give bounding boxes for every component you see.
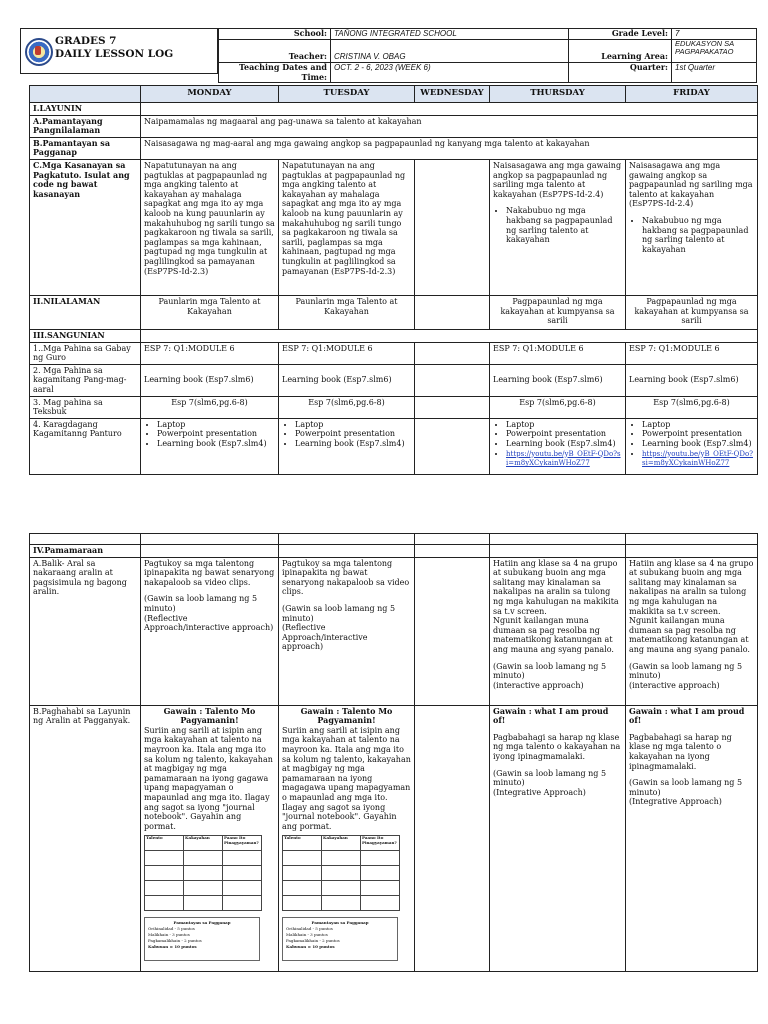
teksbuk-label: 3. Mag pahina sa Teksbuk: [30, 396, 141, 418]
header-info-table: [218, 28, 757, 83]
lesson-table-top: [29, 85, 758, 475]
karagdagang-thursday: • Laptop • Powerpoint presentation • Learning book (Esp7.slm4) • https://youtu.be/yB_OEtF-QDo?si=m8yXCykainWHoZ77: [490, 418, 626, 474]
day-monday: MONDAY: [141, 86, 279, 103]
area-value: EDUKASYON SA PAGPAPAKATAO: [672, 40, 757, 63]
nilalaman-label: II.NILALAMAN: [30, 295, 141, 329]
nilalaman-tuesday: Paunlarin mga Talento at Kakayahan: [279, 295, 415, 329]
balik-aral-label: A.Balik- Aral sa nakaraang aralin at pagsisimula ng bagong aralin.: [30, 557, 141, 705]
video-link[interactable]: https://youtu.be/yB_OEtF-QDo?si=m8yXCykainWHoZ77: [642, 449, 753, 468]
quarter-label: Quarter:: [569, 63, 672, 83]
day-tuesday: TUESDAY: [279, 86, 415, 103]
deped-seal-icon: [25, 38, 53, 66]
kasanayan-friday: Naisasagawa ang mga gawaing angkop sa pagpapaunlad ng sariling mga talento at kakayahan (EsP7PS-Id-2.4) • Nakabubuo ng mga hakbang sa pagpapaunlad ng sarling talento at kakayahan: [626, 159, 758, 295]
school-value: TAÑONG INTEGRATED SCHOOL: [331, 29, 569, 40]
gabay-label: 1..Mga Pahina sa Gabay ng Guro: [30, 342, 141, 364]
karagdagang-friday: • Laptop • Powerpoint presentation • Learning book (Esp7.slm4) • https://youtu.be/yB_OEtF-QDo?si=m8yXCykainWHoZ77: [626, 418, 758, 474]
teksbuk-monday: Esp 7(slm6,pg.6-8): [141, 396, 279, 418]
journal-format-table: Talento Kakayahan Paano Ito Pinagyayaman?: [144, 835, 262, 911]
header-title-grades: GRADES 7: [55, 35, 117, 47]
pagganap-label: B.Pamantayan sa Pagganap: [30, 137, 141, 159]
karagdagang-tuesday: • Laptop • Powerpoint presentation • Learning book (Esp7.slm4): [279, 418, 415, 474]
area-label: Learning Area:: [569, 40, 672, 63]
pamamaraan-label: IV.Pamamaraan: [30, 545, 141, 558]
nilalaman-monday: Paunlarin mga Talento at Kakayahan: [141, 295, 279, 329]
pagganap-value: Naisasagawa ng mag-aaral ang mga gawaing angkop sa pagpapaunlad ng kanyang mga talento at kakayahan: [141, 137, 758, 159]
rubric-box: Pamantayan sa Pagganap Orihinalidad - 5 puntos Malikhain - 3 puntos Pagkamalikhain - 2 puntos Kabuuan = 10 puntos: [282, 917, 398, 961]
balik-aral-friday: Hatiin ang klase sa 4 na grupo at subukang buoin ang mga salitang may kinalaman sa nakalipas na aralin sa tulong ng mga kahulugan na makikita sa t.v screen. Ngunit kailangan muna dumaan sa pag resolba ng matematikong katanungan at ang mauna ang syang panalo. (Gawin sa loob lamang ng 5 minuto) (interactive approach): [626, 557, 758, 705]
pangmag-monday: Learning book (Esp7.slm6): [141, 364, 279, 396]
teksbuk-thursday: Esp 7(slm6,pg.6-8): [490, 396, 626, 418]
header-logo-box: [20, 28, 218, 74]
teacher-label: Teacher:: [219, 40, 331, 63]
video-link[interactable]: https://youtu.be/yB_OEtF-QDo?si=m8yXCykainWHoZ77: [506, 449, 621, 468]
gabay-tuesday: ESP 7: Q1:MODULE 6: [279, 342, 415, 364]
gawain-heading: Gawain : Talento Mo Pagyamanin!: [300, 705, 393, 726]
kasanayan-thursday: Naisasagawa ang mga gawaing angkop sa pagpapaunlad ng sariling mga talento at kakayahan (EsP7PS-Id-2.4) • Nakabubuo ng mga hakbang sa pagpapaunlad ng sarling talento at kakayahan: [490, 159, 626, 295]
paghahabi-tuesday: Gawain : Talento Mo Pagyamanin! Suriin ang sarili at isipin ang mga kakayahan at talento na mayroon ka. Itala ang mga ito sa kolum ng talento, kakayahan at magbigay ng mga pamamaraan na iyong magagawa upang mapagyaman o mapaunlad ang mga ito. Ilagay ang sagot sa iyong "journal notebook". Gayahin ang pormat. Talento Kakayahan Paano Ito Pinagyayaman? Pamantayan sa Pagganap Orihinalidad - 5 puntos Malikhain - 3 puntos Pagkamalikhain - 2 puntos Kabuuan = 10 puntos: [279, 705, 415, 971]
paghahabi-label: B.Paghahabi sa Layunin ng Aralin at Pagganyak.: [30, 705, 141, 971]
kasanayan-label: C.Mga Kasanayan sa Pagkatuto. Isulat ang code ng bawat kasanayan: [30, 159, 141, 295]
layunin-label: I.LAYUNIN: [30, 103, 141, 116]
kasanayan-tuesday: Napatutunayan na ang pagtuklas at pagpapaunlad ng mga angking talento at kakayahan ay mahalaga sapagkat ang mga ito ay mga kaloob na kung pauunlarin ay makahuhubog ng sarili tungo sa pagkakaroon ng tiwala sa sarili, paglampas sa mga kahinaan, pagtupad ng mga tungkulin at paglilingkod sa pamayanan (EsP7PS-Id-2.3): [279, 159, 415, 295]
dates-value: OCT. 2 - 6, 2023 (WEEK 6): [331, 63, 569, 83]
karagdagang-label: 4. Karagdagang Kagamitanng Panturo: [30, 418, 141, 474]
karagdagang-monday: • Laptop • Powerpoint presentation • Learning book (Esp7.slm4): [141, 418, 279, 474]
pangmag-thursday: Learning book (Esp7.slm6): [490, 364, 626, 396]
pangmag-label: 2. Mga Pahina sa kagamitang Pang-mag-aaral: [30, 364, 141, 396]
quarter-value: 1st Quarter: [672, 63, 757, 83]
paghahabi-monday: Gawain : Talento Mo Pagyamanin! Suriin ang sarili at isipin ang mga kakayahan at talento na mayroon ka. Itala ang mga ito sa kolum ng talento, kakayahan at magbigay ng mga pamamaraan na iyong gagawa upang mapagyaman o mapaunlad ang mga ito. Ilagay ang sagot sa iyong "journal notebook". Gayahin ang pormat. Talento Kakayahan Paano Ito Pinagyayaman? Pamantayan sa Pagganap Orihinalidad - 5 puntos Malikhain - 3 puntos Pagkamalikhain - 2 puntos Kabuuan = 10 puntos: [141, 705, 279, 971]
kasanayan-thursday-bullet: • Nakabubuo ng mga hakbang sa pagpapaunlad ng sarling talento at kakayahan: [506, 206, 622, 244]
journal-format-table: Talento Kakayahan Paano Ito Pinagyayaman?: [282, 835, 400, 911]
gabay-thursday: ESP 7: Q1:MODULE 6: [490, 342, 626, 364]
day-thursday: THURSDAY: [490, 86, 626, 103]
kasanayan-friday-bullet: • Nakabubuo ng mga hakbang sa pagpapaunlad ng sarling talento at kakayahan: [642, 216, 754, 254]
gawain-heading: Gawain : Talento Mo Pagyamanin!: [163, 705, 256, 726]
teksbuk-friday: Esp 7(slm6,pg.6-8): [626, 396, 758, 418]
kasanayan-monday: Napatutunayan na ang pagtuklas at pagpapaunlad ng mga angking talento at kakayahan ay mahalaga sapagkat ang mga ito ay mga kaloob na kung pauunlarin ay makahuhubog ng sarili tungo sa pagkakaroon ng tiwala sa sarili, paglampas sa mga kahinaan, pagtupad ng mga tungkulin at paglilingkod sa pamayanan (EsP7PS-Id-2.3): [141, 159, 279, 295]
proud-heading: Gawain : what I am proud of!: [629, 705, 745, 726]
corner-cell: [30, 86, 141, 103]
gabay-monday: ESP 7: Q1:MODULE 6: [141, 342, 279, 364]
pamantayang-value: Naipamamalas ng magaaral ang pag-unawa sa talento at kakayahan: [141, 115, 758, 137]
dates-label: Teaching Dates and Time:: [219, 63, 331, 83]
teksbuk-tuesday: Esp 7(slm6,pg.6-8): [279, 396, 415, 418]
lesson-table-bottom: [29, 533, 758, 972]
pangmag-tuesday: Learning book (Esp7.slm6): [279, 364, 415, 396]
balik-aral-monday: Pagtukoy sa mga talentong ipinapakita ng bawat senaryong nakapaloob sa video clips. (Gawin sa loob lamang ng 5 minuto) (Reflective Approach/interactive approach): [141, 557, 279, 705]
gabay-friday: ESP 7: Q1:MODULE 6: [626, 342, 758, 364]
balik-aral-tuesday: Pagtukoy sa mga talentong ipinapakita ng bawat senaryong nakapaloob sa video clips. (Gawin sa loob lamang ng 5 minuto) (Reflective Approach/interactive approach): [279, 557, 415, 705]
pangmag-friday: Learning book (Esp7.slm6): [626, 364, 758, 396]
day-wednesday: WEDNESDAY: [415, 86, 490, 103]
header-title-dll: DAILY LESSON LOG: [55, 48, 174, 60]
day-friday: FRIDAY: [626, 86, 758, 103]
balik-aral-thursday: Hatiin ang klase sa 4 na grupo at subukang buoin ang mga salitang may kinalaman sa nakalipas na aralin sa tulong ng mga kahulugan na makikita sa t.v screen. Ngunit kailangan muna dumaan sa pag resolba ng matematikong katanungan at ang mauna ang syang panalo. (Gawin sa loob lamang ng 5 minuto) (interactive approach): [490, 557, 626, 705]
rubric-box: Pamantayan sa Pagganap Orihinalidad - 5 puntos Malikhain - 3 puntos Pagkamalikhain - 2 puntos Kabuuan = 10 puntos: [144, 917, 260, 961]
teacher-value: CRISTINA V. OBAG: [331, 40, 569, 63]
paghahabi-friday: Gawain : what I am proud of! Pagbabahagi sa harap ng klase ng mga talento o kakayahan na iyong ipinagmamalaki. (Gawin sa loob lamang ng 5 minuto) (Integrative Approach): [626, 705, 758, 971]
paghahabi-thursday: Gawain : what I am proud of! Pagbabahagi sa harap ng klase ng mga talento o kakayahan na iyong ipinagmamalaki. (Gawin sa loob lamang ng 5 minuto) (Integrative Approach): [490, 705, 626, 971]
nilalaman-friday: Pagpapaunlad ng mga kakayahan at kumpyansa sa sarili: [626, 295, 758, 329]
grade-value: 7: [672, 29, 757, 40]
school-label: School:: [219, 29, 331, 40]
sangunian-label: III.SANGUNIAN: [30, 329, 141, 342]
grade-label: Grade Level:: [569, 29, 672, 40]
nilalaman-thursday: Pagpapaunlad ng mga kakayahan at kumpyansa sa sarili: [490, 295, 626, 329]
proud-heading: Gawain : what I am proud of!: [493, 705, 609, 726]
pamantayang-label: A.Pamantayang Pangnilalaman: [30, 115, 141, 137]
